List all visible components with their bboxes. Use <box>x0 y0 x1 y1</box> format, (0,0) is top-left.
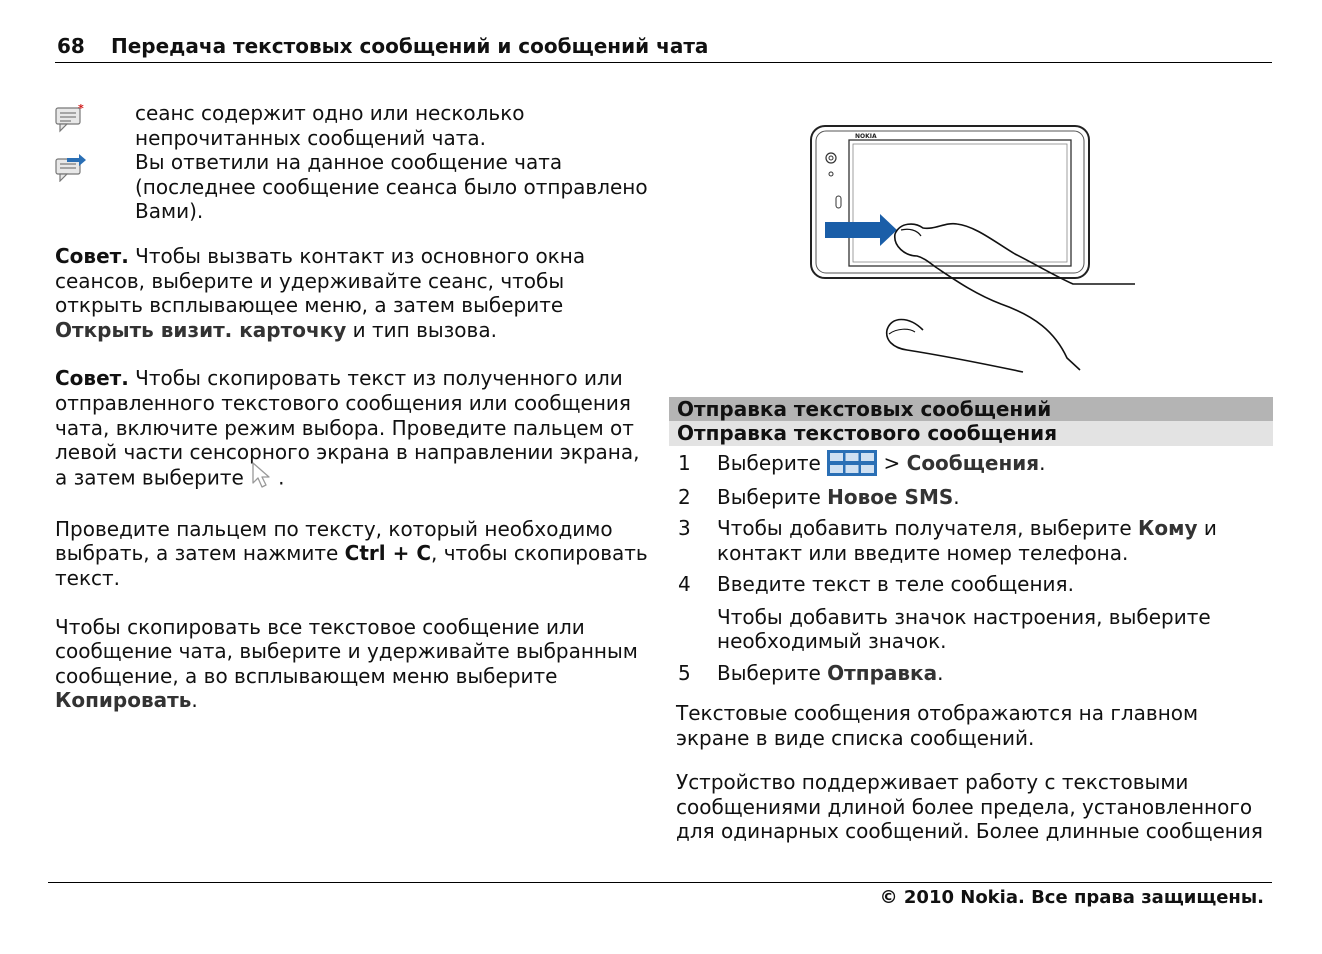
step-item: 2 Выберите Новое SMS. <box>678 484 960 509</box>
step-number: 3 <box>678 516 691 541</box>
step-item: 3 Чтобы добавить получателя, выберите Кому и контакт или введите номер телефона. <box>678 516 1217 565</box>
icon-legend-item <box>55 101 655 150</box>
step-item: 1 Выберите > Сообщения. <box>678 451 1046 475</box>
menu-option: Кому <box>1138 516 1198 541</box>
subsection-heading: Отправка текстового сообщения <box>669 421 1273 446</box>
chat-replied-icon <box>55 152 87 182</box>
svg-text:*: * <box>78 103 84 115</box>
menu-option: Сообщения <box>906 451 1040 475</box>
footer-divider <box>48 882 1272 883</box>
icon-legend-text: Вы ответили на данное сообщение чата (последнее сообщение сеанса было отправлено Вами). <box>135 150 648 224</box>
step-number: 5 <box>678 661 691 686</box>
page-header <box>55 34 1272 63</box>
step-number: 1 <box>678 451 691 475</box>
body-paragraph: Чтобы скопировать все текстовое сообщение или сообщение чата, выберите и удерживайте выбранным сообщение, а во всплывающем меню выберите Копировать. <box>55 614 638 713</box>
tip-label: Совет. <box>55 366 129 391</box>
cursor-arrow-icon <box>250 461 278 489</box>
menu-option: Новое SMS <box>827 484 954 509</box>
step-number: 2 <box>678 484 691 509</box>
menu-option: Открыть визит. карточку <box>55 317 347 342</box>
page-number: 68 <box>57 34 85 58</box>
menu-option: Копировать <box>55 688 192 713</box>
chat-unread-icon <box>55 103 87 133</box>
step-item: 5 Выберите Отправка. <box>678 661 944 686</box>
body-paragraph: Проведите пальцем по тексту, который необходимо выбрать, а затем нажмите Ctrl + C, чтобы скопировать текст. <box>55 516 648 590</box>
section-heading: Отправка текстовых сообщений <box>669 397 1273 421</box>
body-paragraph: Устройство поддерживает работу с текстовыми сообщениями длиной более предела, установленного для одинарных сообщений. Более длинные сообщения <box>676 770 1263 844</box>
icon-legend-text: сеанс содержит одно или несколько непрочитанных сообщений чата. <box>135 101 525 150</box>
icon-legend-item <box>55 150 655 224</box>
tip-label: Совет. <box>55 243 129 268</box>
device-brand: NOKIA <box>855 133 877 140</box>
page-title: Передача текстовых сообщений и сообщений чата <box>111 34 709 58</box>
steps-list <box>676 451 1276 693</box>
tip-paragraph: Совет. Чтобы скопировать текст из полученного или отправленного текстового сообщения или сообщения чата, включите режим выбора. Проведите пальцем от левой части сенсорного экрана в направлении экрана, а затем выберите . <box>55 366 640 490</box>
step-number: 4 <box>678 572 691 597</box>
step-note: Чтобы добавить значок настроения, выберите необходимый значок. <box>717 604 1211 654</box>
key-combo: Ctrl + C <box>344 541 431 566</box>
menu-grid-icon <box>827 450 877 476</box>
swipe-gesture-illustration <box>805 118 1135 380</box>
tip-paragraph: Совет. Чтобы вызвать контакт из основного окна сеансов, выберите и удерживайте сеанс, чтобы открыть всплывающее меню, а затем выберите Открыть визит. карточку и тип вызова. <box>55 243 586 342</box>
left-column <box>55 101 655 733</box>
right-body-text <box>676 701 1276 864</box>
step-item: 4 Введите текст в теле сообщения. Чтобы добавить значок настроения, выберите необходимый значок. <box>676 572 1276 654</box>
menu-option: Отправка <box>827 661 938 686</box>
body-paragraph: Текстовые сообщения отображаются на главном экране в виде списка сообщений. <box>676 701 1199 750</box>
footer-copyright: © 2010 Nokia. Все права защищены. <box>879 887 1264 908</box>
